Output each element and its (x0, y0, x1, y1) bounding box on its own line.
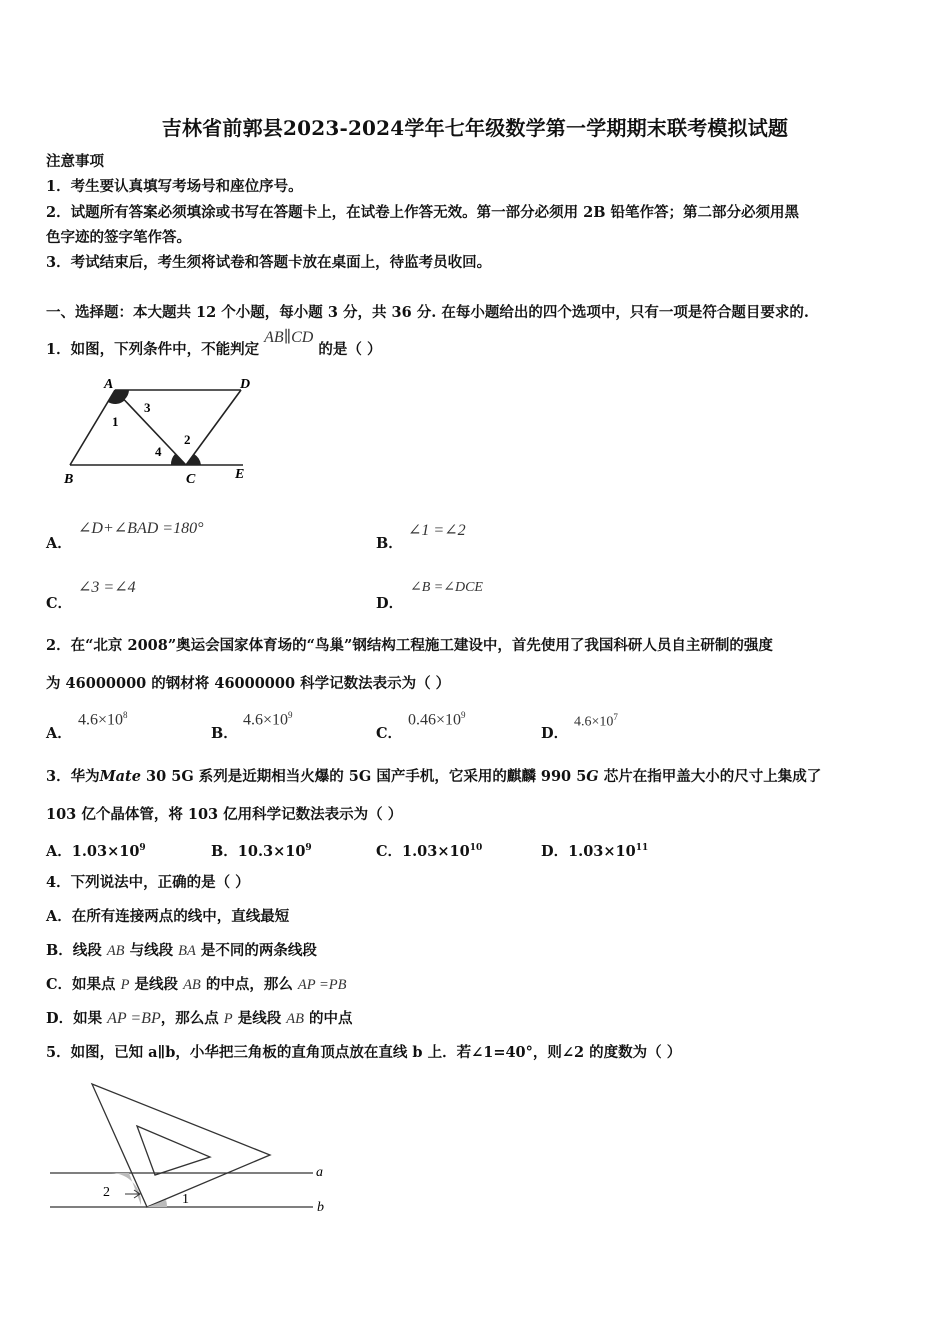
q2-option-a-base: 4.6×10 (78, 711, 124, 729)
q4-option-b (46, 941, 317, 961)
q2-option-a (78, 710, 128, 729)
q4-optd-m1: AP =BP (107, 1010, 161, 1027)
q1-option-a: ∠D+∠BAD =180° (78, 520, 204, 537)
q3-stem1-e: 芯片在指甲盖大小的尺寸上集成了 (598, 768, 822, 785)
q3-option-b-base: 10.3×10 (237, 842, 306, 860)
fig1-label-c: C (186, 472, 196, 487)
q2-option-c-exp: 9 (461, 710, 466, 720)
fig1-label-2: 2 (184, 432, 191, 447)
angle-2-mark (111, 1173, 141, 1205)
angle-4-mark (171, 454, 186, 465)
q4-optc-m3: AP =PB (297, 977, 347, 993)
q2-option-c (408, 710, 466, 729)
q3-option-a-base: 1.03×10 (71, 842, 140, 860)
q2-option-d-label: D． (541, 725, 569, 742)
q4-optd-p4: 的中点 (303, 1010, 353, 1027)
q4-optc-p1: C．如果点 (46, 976, 121, 993)
q5-figure (45, 1078, 340, 1218)
q1-stem-post: 的是（ ） (318, 341, 382, 358)
section-heading: 一、选择题：本大题共 12 个小题，每小题 3 分，共 36 分. 在每小题给出的四个选项中，只有一项是符合题目要求的. (46, 304, 809, 321)
q3-option-c-label: C． (376, 842, 403, 860)
q1-stem-math: AB∥CD (264, 329, 314, 346)
q2-option-d-exp: 7 (613, 712, 618, 722)
q3-option-b (211, 838, 312, 862)
q3-stem-line2: 103 亿个晶体管，将 103 亿用科学记数法表示为（ ） (46, 806, 403, 823)
notice-heading: 注意事项 (46, 153, 104, 170)
q4-optd-m2: P (223, 1011, 233, 1027)
q2-option-b (243, 710, 293, 729)
q2-option-d (574, 712, 618, 731)
q2-option-d-base: 4.6×10 (574, 714, 614, 730)
page-title: 吉林省前郭县2023-2024学年七年级数学第一学期期末联考模拟试题 (161, 116, 789, 140)
q2-option-c-base: 0.46×10 (408, 711, 462, 729)
q3-option-c-exp: 10 (469, 843, 483, 853)
q1-option-c: ∠3 =∠4 (78, 579, 136, 596)
q4-optb-m1: AB (106, 943, 125, 959)
angle-1-mark (147, 1200, 167, 1207)
q3-option-d-base: 1.03×10 (568, 842, 636, 860)
fig1-label-d: D (240, 377, 251, 392)
q3-option-d-exp: 11 (635, 843, 649, 853)
q2-option-a-exp: 8 (123, 710, 128, 720)
q3-option-c (376, 838, 482, 862)
fig5-label-b: b (317, 1200, 324, 1215)
q3-option-c-base: 1.03×10 (402, 842, 470, 860)
q4-optd-p2: ，那么点 (160, 1010, 224, 1027)
q4-option-d (46, 1009, 353, 1029)
q4-optd-m3: AB (286, 1011, 304, 1027)
notice-item-1: 1．考生要认真填写考场号和座位序号。 (46, 178, 303, 195)
q2-option-b-label: B． (211, 725, 238, 742)
angle-2-mark (186, 454, 201, 465)
q3-stem1-c: 30 5G 系列是近期相当火爆的 5G 国产手机，它采用的麒麟 990 5 (140, 768, 587, 785)
q3-option-b-exp: 9 (305, 843, 312, 853)
q2-option-a-label: A． (46, 725, 72, 742)
q3-option-d-label: D． (541, 842, 569, 860)
q3-option-a-label: A． (46, 842, 72, 860)
fig1-label-1: 1 (112, 414, 119, 429)
fig1-label-e: E (235, 467, 245, 482)
q1-option-b: ∠1 =∠2 (408, 522, 466, 539)
fig1-label-4: 4 (155, 444, 162, 459)
q1-stem-pre: 1．如图，下列条件中，不能判定 (46, 341, 260, 358)
q4-option-a: A．在所有连接两点的线中，直线最短 (46, 908, 290, 925)
q3-stem1-a: 3．华为 (46, 768, 100, 785)
q2-option-b-exp: 9 (288, 710, 293, 720)
q4-optb-p2: 与线段 (124, 942, 179, 959)
q4-stem: 4．下列说法中，正确的是（ ） (46, 874, 250, 891)
q4-optc-p2: 是线段 (129, 976, 184, 993)
q1-option-d: ∠B =∠DCE (410, 580, 483, 595)
fig5-label-1: 1 (182, 1192, 189, 1207)
q1-option-b-label: B． (376, 535, 403, 552)
q3-option-a (46, 838, 146, 862)
q5-stem: 5．如图，已知 a∥b，小华把三角板的直角顶点放在直线 b 上．若∠1=40°，则∠2 的度数为（ ） (46, 1044, 682, 1061)
q1-option-a-label: A． (46, 535, 72, 552)
q1-stem (46, 329, 382, 360)
q3-stem1-d: G (586, 768, 599, 785)
notice-item-2-cont: 色字迹的签字笔作答。 (46, 229, 191, 246)
q4-optd-p1: D．如果 (46, 1010, 108, 1027)
q4-option-c (46, 975, 346, 995)
q4-optb-p3: 是不同的两条线段 (195, 942, 317, 959)
fig1-label-a: A (104, 377, 114, 392)
fig5-label-a: a (316, 1165, 323, 1180)
fig1-label-b: B (64, 472, 74, 487)
q3-stem-line1 (46, 767, 821, 787)
q3-option-d (541, 838, 648, 862)
notice-item-3: 3．考试结束后，考生须将试卷和答题卡放在桌面上，待监考员收回。 (46, 254, 492, 271)
fig5-label-2: 2 (103, 1185, 110, 1200)
q1-option-d-label: D． (376, 595, 404, 612)
q4-optb-m2: BA (178, 943, 196, 959)
q2-stem-line1: 2．在“北京 2008”奥运会国家体育场的“鸟巢”钢结构工程施工建设中，首先使用了我国科研人员自主研制的强度 (46, 637, 773, 654)
q1-option-c-label: C． (46, 595, 73, 612)
q4-optb-p1: B．线段 (46, 942, 107, 959)
q2-stem-line2: 为 46000000 的钢材将 46000000 科学记数法表示为（ ） (46, 675, 451, 692)
q3-option-b-label: B． (211, 842, 238, 860)
q2-option-b-base: 4.6×10 (243, 711, 289, 729)
q4-optd-p3: 是线段 (232, 1010, 287, 1027)
q4-optc-m2: AB (183, 977, 201, 993)
notice-item-2: 2．试题所有答案必须填涂或书写在答题卡上，在试卷上作答无效。第一部分必须用 2B 铅笔作答；第二部分必须用黑 (46, 204, 800, 221)
q2-option-c-label: C． (376, 725, 403, 742)
q3-option-a-exp: 9 (139, 843, 146, 853)
q4-optc-m1: P (120, 977, 130, 993)
q3-stem1-b: Mate (99, 768, 141, 785)
q4-optc-p3: 的中点，那么 (200, 976, 298, 993)
q1-figure (58, 375, 258, 490)
fig1-label-3: 3 (144, 400, 151, 415)
